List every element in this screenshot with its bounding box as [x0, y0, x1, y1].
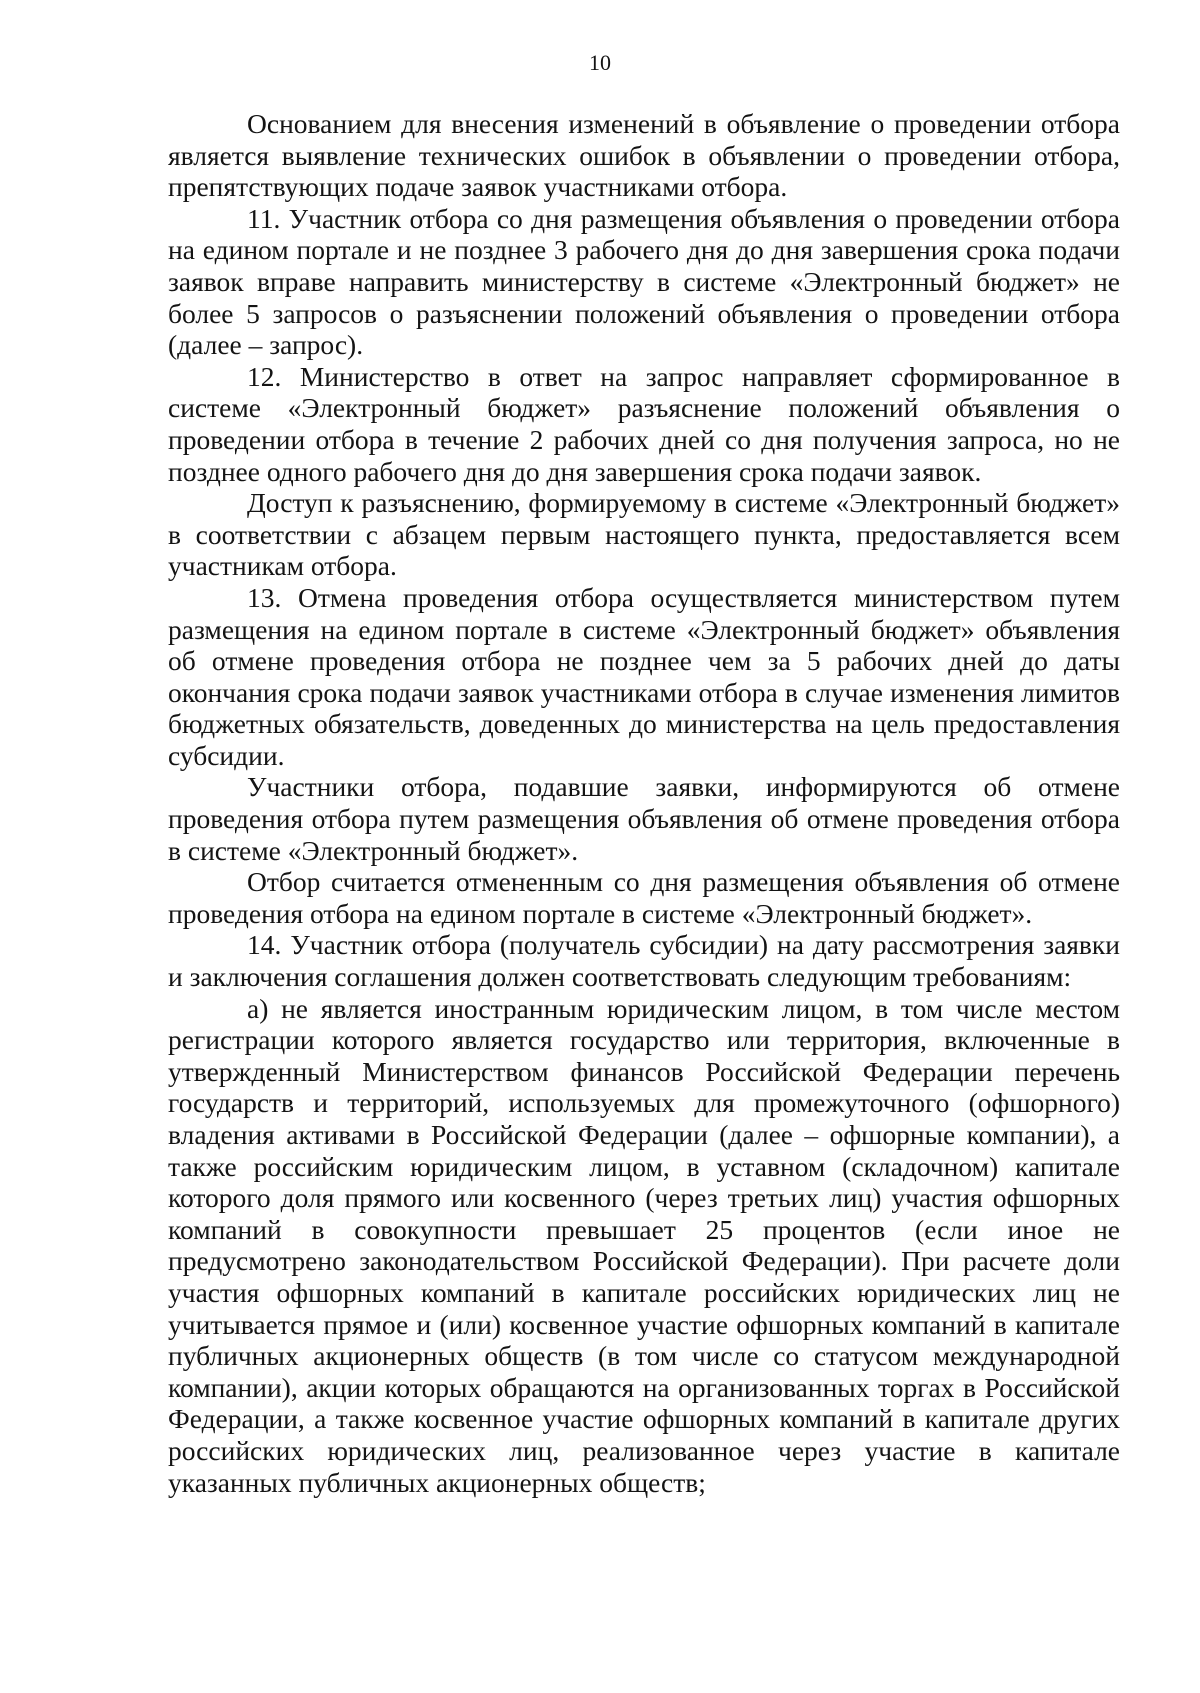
paragraph-amendment-grounds: Основанием для внесения изменений в объявление о проведении отбора является выявление технических ошибок в объявлении о проведении отбора, препятствующих подаче заявок участниками отбора. — [168, 108, 1120, 203]
paragraph-item-14a: а) не является иностранным юридическим лицом, в том числе местом регистрации которого является государство или территория, включенные в утвержденный Министерством финансов Российской Федерации перечень государств и территорий, используемых для промежуточного (офшорного) владения активами в Российской Федерации (далее – офшорные компании), а также российским юридическим лицом, в уставном (складочном) капитале которого доля прямого или косвенного (через третьих лиц) участия офшорных компаний в совокупности превышает 25 процентов (если иное не предусмотрено законодательством Российской Федерации). При расчете доли участия офшорных компаний в капитале российских юридических лиц не учитывается прямое и (или) косвенное участие офшорных компаний в капитале публичных акционерных обществ (в том числе со статусом международной компании), акции которых обращаются на организованных торгах в Российской Федерации, а также косвенное участие офшорных компаний в капитале других российских юридических лиц, реализованное через участие в капитале указанных публичных акционерных обществ; — [168, 992, 1120, 1498]
paragraph-clarification-access: Доступ к разъяснению, формируемому в системе «Электронный бюджет» в соответствии с абзацем первым настоящего пункта, предоставляется всем участникам отбора. — [168, 487, 1120, 582]
paragraph-item-13: 13. Отмена проведения отбора осуществляется министерством путем размещения на едином портале в системе «Электронный бюджет» объявления об отмене проведения отбора не позднее чем за 5 рабочих дней до даты окончания срока подачи заявок участниками отбора в случае изменения лимитов бюджетных обязательств, доведенных до министерства на цель предоставления субсидии. — [168, 581, 1120, 771]
paragraph-selection-cancelled: Отбор считается отмененным со дня размещения объявления об отмене проведения отбора на едином портале в системе «Электронный бюджет». — [168, 866, 1120, 929]
paragraph-item-12: 12. Министерство в ответ на запрос направляет сформированное в системе «Электронный бюджет» разъяснение положений объявления о проведении отбора в течение 2 рабочих дней со дня получения запроса, но не позднее одного рабочего дня до дня завершения срока подачи заявок. — [168, 360, 1120, 487]
paragraph-item-14: 14. Участник отбора (получатель субсидии) на дату рассмотрения заявки и заключения соглашения должен соответствовать следующим требованиям: — [168, 929, 1120, 993]
page-number: 10 — [589, 50, 611, 75]
paragraph-item-11: 11. Участник отбора со дня размещения объявления о проведении отбора на едином портале и не позднее 3 рабочего дня до дня завершения срока подачи заявок вправе направить министерству в системе «Электронный бюджет» не более 5 запросов о разъяснении положений объявления о проведении отбора (далее – запрос). — [168, 202, 1120, 361]
paragraph-participants-informed: Участники отбора, подавшие заявки, информируются об отмене проведения отбора путем размещения объявления об отмене проведения отбора в системе «Электронный бюджет». — [168, 771, 1120, 866]
document-body — [168, 108, 1120, 1498]
